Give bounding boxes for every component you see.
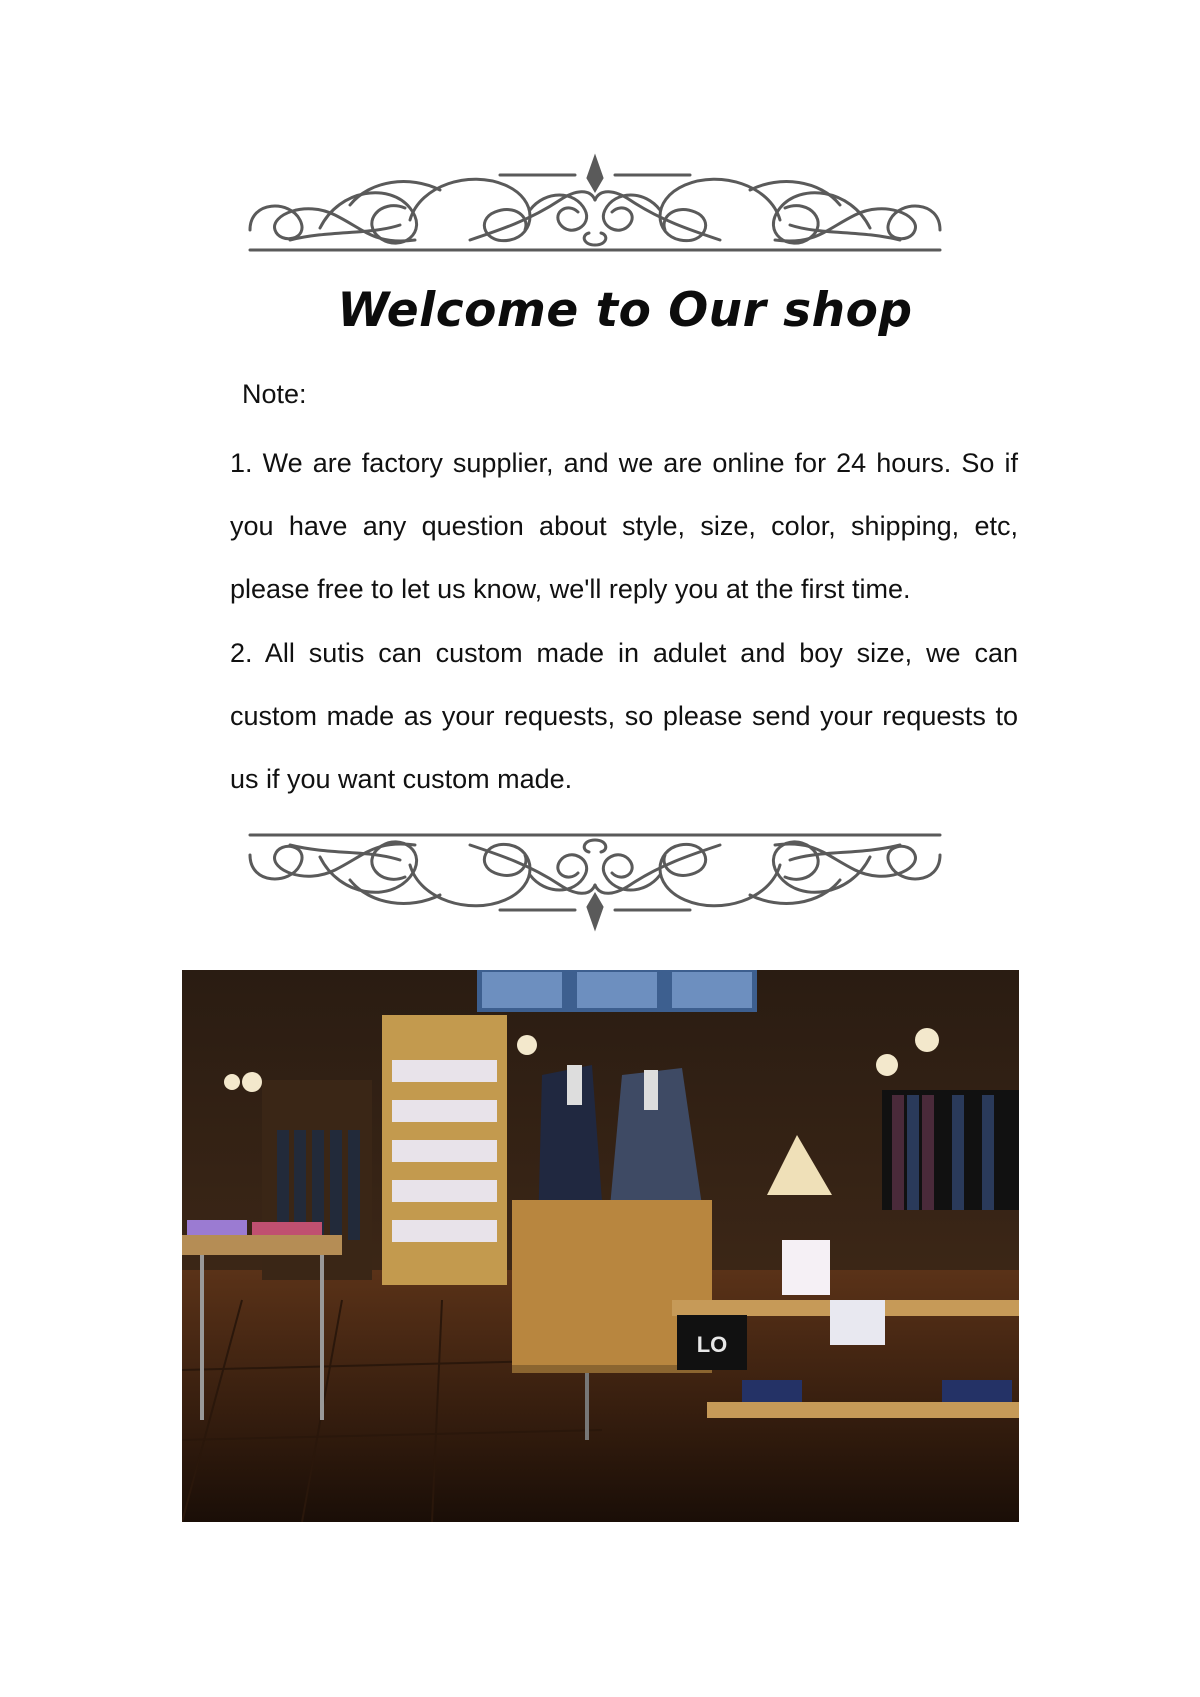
top-ornament-divider-icon <box>230 150 960 260</box>
store-interior-photo <box>182 970 1019 1522</box>
page-title: Welcome to Our shop <box>337 283 913 338</box>
note-label: Note: <box>242 379 307 409</box>
bottom-ornament-divider-icon <box>230 825 960 935</box>
note-paragraph-2: 2. All sutis can custom made in adulet and boy size, we can custom made as your requests, so please send your requests to us if you want custom made. <box>230 638 1018 794</box>
note-paragraph-1: 1. We are factory supplier, and we are online for 24 hours. So if you have any question about style, size, color, shipping, etc, please free to let us know, we'll reply you at the first time. <box>230 448 1018 604</box>
store-sign-text: LO <box>696 1332 728 1357</box>
